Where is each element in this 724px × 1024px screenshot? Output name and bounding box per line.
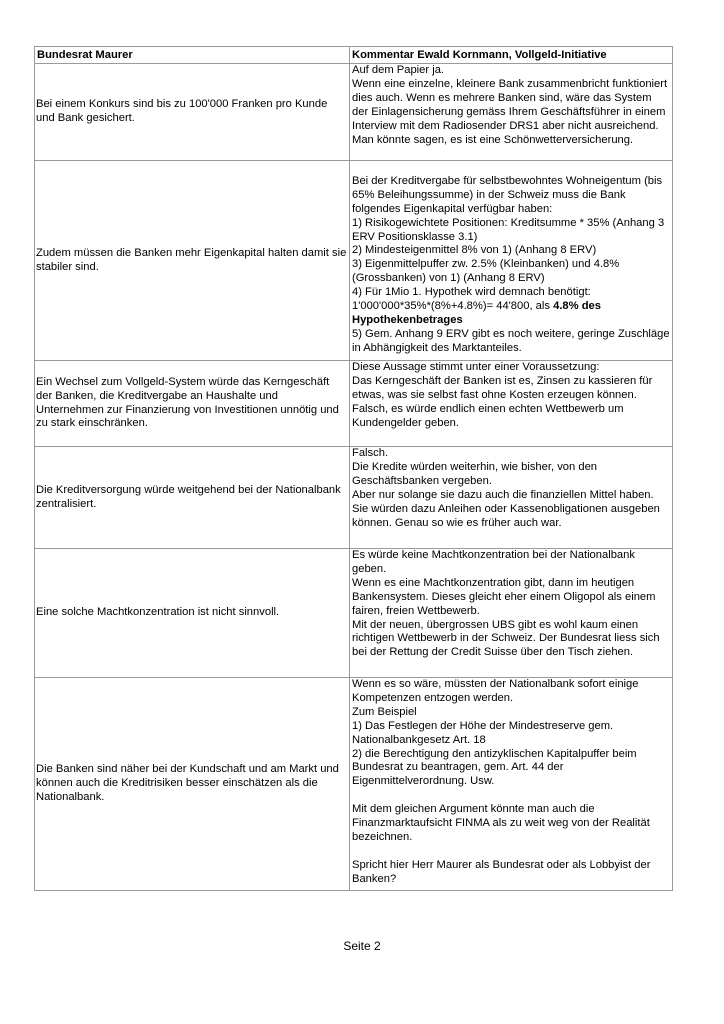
comment-line: [352, 300, 670, 328]
comment-line: Man könnte sagen, es ist eine Schönwetterversicherung.: [352, 133, 634, 146]
statement-cell: Eine solche Machtkonzentration ist nicht sinnvoll.: [35, 549, 350, 678]
comment-cell: [350, 549, 673, 678]
comment-line: Bei der Kreditvergabe für selbstbewohntes Wohneigentum (bis 65% Beleihungssumme) in der Schweiz muss die Bank folgendes Eigenkapital verfügbar haben:: [352, 174, 663, 215]
table-row: [35, 678, 673, 891]
comment-line: Mit der neuen, übergrossen UBS gibt es wohl kaum einen richtigen Wettbewerb in der Schweiz. Der Bundesrat liess sich bei der Rettung der Credit Suisse über den Tisch ziehen.: [352, 618, 660, 659]
comparison-table: [34, 46, 673, 891]
page-number: Seite 2: [343, 939, 381, 953]
comment-line: 4) Für 1Mio 1. Hypothek wird demnach benötigt:: [352, 286, 591, 299]
comment-line: 3) Eigenmittelpuffer zw. 2.5% (Kleinbanken) und 4.8% (Grossbanken) von 1) (Anhang 8 ERV): [352, 258, 620, 285]
comment-line: 1) Das Festlegen der Höhe der Mindestreserve gem. Nationalbankgesetz Art. 18: [352, 719, 614, 746]
comment-line: Wenn eine einzelne, kleinere Bank zusammenbricht funktioniert dies auch. Wenn es mehrere Banken sind, wäre das System der Einlagensicherung gemäss Ihrem Geschäftsführer in einem Interview mit dem Radiosender DRS1 aber nicht ausreichend.: [352, 77, 668, 132]
comment-line: Auf dem Papier ja.: [352, 64, 445, 76]
comment-line: 2) die Berechtigung den antizyklischen Kapitalpuffer beim Bundesrat zu beantragen, gem. Art. 44 der Eigenmittelverordnung. Usw.: [352, 747, 637, 788]
comment-line: Das Kerngeschäft der Banken ist es, Zinsen zu kassieren für etwas, was sie selbst fast ohne Kosten erzeugen können.: [352, 374, 653, 401]
statement-cell: Die Banken sind näher bei der Kundschaft und am Markt und können auch die Kreditrisiken besser einschätzen als die Nationalbank.: [35, 678, 350, 891]
table-row: [35, 549, 673, 678]
statement-cell: Zudem müssen die Banken mehr Eigenkapital halten damit sie stabiler sind.: [35, 161, 350, 361]
comment-line: Wenn es eine Machtkonzentration gibt, dann im heutigen Bankensystem. Dieses gleicht eher einem Oligopol als einem fairen, freien Wettbewerb.: [352, 576, 656, 617]
table-row: [35, 161, 673, 361]
comment-cell: [350, 678, 673, 891]
comment-line: Wenn es so wäre, müssten der Nationalbank sofort einige Kompetenzen entzogen werden.: [352, 678, 639, 704]
comment-cell: [350, 161, 673, 361]
table-header-row: [35, 47, 673, 64]
comment-cell: [350, 447, 673, 549]
comment-line: Diese Aussage stimmt unter einer Voraussetzung:: [352, 361, 600, 373]
table-row: [35, 447, 673, 549]
header-bundesrat: Bundesrat Maurer: [35, 47, 350, 64]
comment-line: Zum Beispiel: [352, 705, 417, 718]
comment-line: Sie würden dazu Anleihen oder Kassenobligationen ausgeben können. Genau so wie es früher auch war.: [352, 502, 660, 529]
header-kommentar: Kommentar Ewald Kornmann, Vollgeld-Initiative: [350, 47, 673, 64]
empty-line: [352, 789, 670, 803]
comment-line: Es würde keine Machtkonzentration bei der Nationalbank geben.: [352, 549, 635, 575]
statement-cell: Bei einem Konkurs sind bis zu 100'000 Franken pro Kunde und Bank gesichert.: [35, 64, 350, 161]
highlight-text: 4.8% des Hypothekenbetrages: [352, 300, 601, 326]
comment-line: Falsch, es würde endlich einen echten Wettbewerb um Kundengelder geben.: [352, 402, 624, 429]
comment-line: 2) Mindesteigenmittel 8% von 1) (Anhang 8 ERV): [352, 244, 597, 257]
comment-line: 5) Gem. Anhang 9 ERV gibt es noch weitere, geringe Zuschläge in Abhängigkeit des Marktanteiles.: [352, 327, 670, 354]
statement-cell: Die Kreditversorgung würde weitgehend bei der Nationalbank zentralisiert.: [35, 447, 350, 549]
comment-cell: [350, 361, 673, 447]
comment-line: Mit dem gleichen Argument könnte man auch die Finanzmarktaufsicht FINMA als zu weit weg von der Realität bezeichnen.: [352, 803, 650, 843]
table-row: [35, 361, 673, 447]
empty-line: [352, 845, 670, 859]
empty-line: [352, 161, 670, 175]
comment-line: 1) Risikogewichtete Positionen: Kreditsumme * 35% (Anhang 3 ERV Positionsklasse 3.1): [352, 216, 665, 243]
comment-line: Falsch.: [352, 447, 389, 459]
comment-line: Aber nur solange sie dazu auch die finanziellen Mittel haben.: [352, 488, 654, 501]
calculation-text: 1'000'000*35%*(8%+4.8%)= 44'800, als: [352, 300, 554, 313]
table-row: [35, 64, 673, 161]
comment-line: Die Kredite würden weiterhin, wie bisher, von den Geschäftsbanken vergeben.: [352, 460, 598, 487]
comment-cell: [350, 64, 673, 161]
comment-line: Spricht hier Herr Maurer als Bundesrat oder als Lobbyist der Banken?: [352, 858, 651, 885]
statement-cell: Ein Wechsel zum Vollgeld-System würde das Kerngeschäft der Banken, die Kreditvergabe an Haushalte und Unternehmen zur Finanzierung von Investitionen unnötig und zu stark einschränken.: [35, 361, 350, 447]
